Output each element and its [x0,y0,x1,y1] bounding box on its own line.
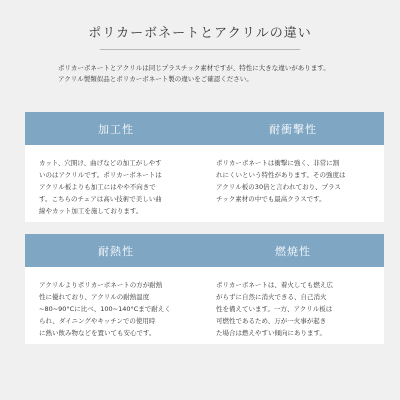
card-workability [25,112,207,222]
card-line: ポリカーボネートは、着火しても燃え広 [216,281,333,289]
page-footer-area [0,344,400,400]
card-body [202,145,384,215]
card-heading: 耐衝撃性 [202,112,384,145]
card-line: 線やカット加工を施しております。 [39,207,143,215]
card-flammability [202,234,384,344]
intro-line: アクリル製類似品とポリカーボネート製の違いをご確認ください。 [58,75,253,83]
card-line: がらずに自然に消火できる、自己消火 [216,293,327,301]
card-line: 可燃性であるため、万が一火事が起き [216,317,327,325]
card-line: られ、ダイニングやキッチンでの使用時 [39,317,156,325]
title-divider [100,49,300,50]
card-line: アクリルよりポリカーボネートの方が耐熱 [39,281,163,289]
card-heading: 耐熱性 [25,234,207,267]
card-line: す。こちらのチェアは高い技術で美しい曲 [39,195,162,203]
card-body [25,267,207,349]
card-body [202,267,384,349]
card-line: アクリル板の30倍と言われており、プラス [216,183,341,191]
card-heading: 燃焼性 [202,234,384,267]
card-body [25,145,207,227]
card-line: 性を備えています。一方、アクリル板は [216,305,333,313]
card-line: いのはアクリルです。ポリカーボネートは [39,171,162,179]
card-line: ~80~90°Cに比べ、100~140°Cまで耐えく [39,305,171,313]
card-line: ポリカーボネートは衝撃に強く、非常に割 [216,159,340,167]
card-line: カット、穴開け、曲げなどの加工がしやす [39,159,162,167]
page-title: ポリカーボネートとアクリルの違い [88,26,312,41]
card-heat-resistance [25,234,207,344]
card-line: れにくいという特性があります。その強度は [216,171,346,179]
card-heading: 加工性 [25,112,207,145]
page-header [0,22,400,50]
intro-line: ポリカーボネートとアクリルは同じプラスチック素材ですが、特性に大きな違いがあります。 [58,64,330,72]
card-line: た場合は燃えやすい傾向にあります。 [216,329,326,337]
card-line: チック素材の中でも最高クラスです。 [216,195,326,203]
intro-text [58,63,358,85]
card-line: 性に優れており、アクリルの耐熱温度 [39,293,150,301]
card-line: に熱い飲み物などを置いても安心です。 [39,329,156,337]
card-impact-resistance [202,112,384,222]
card-line: アクリル板よりも加工にはやや不向きで [39,183,156,191]
